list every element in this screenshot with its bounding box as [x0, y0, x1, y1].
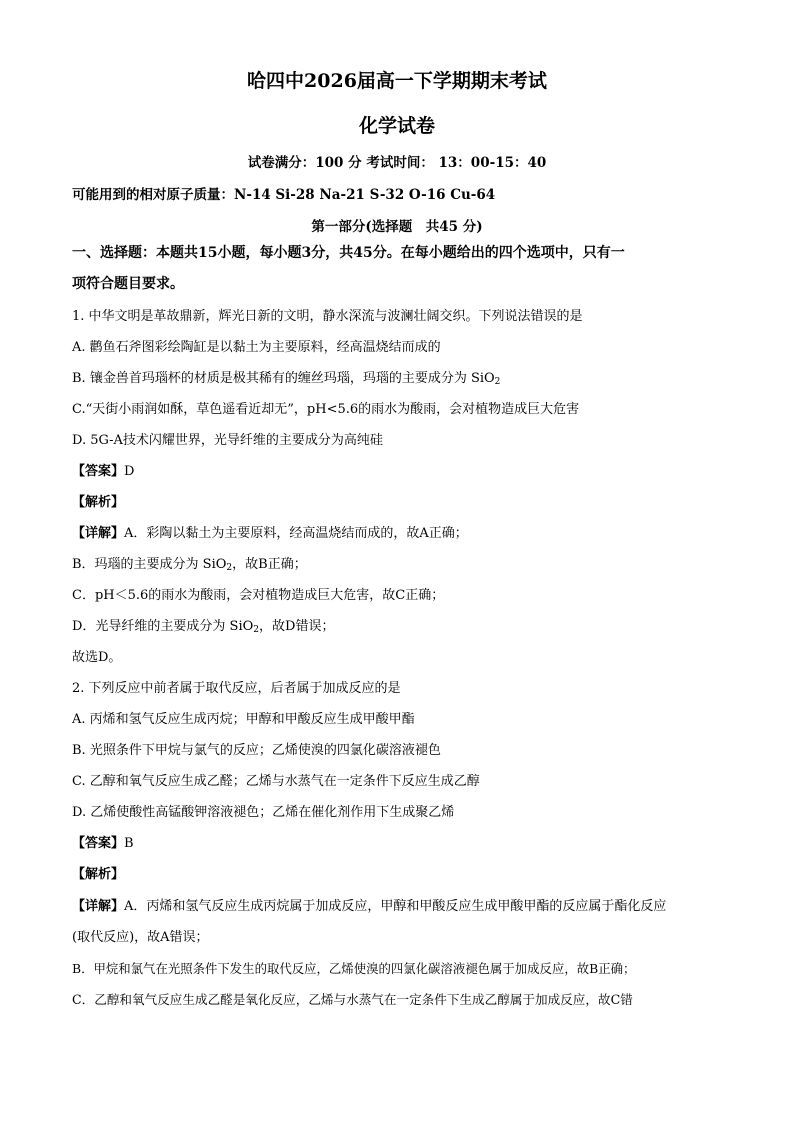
- q2-detail-a-line1: [72, 898, 722, 916]
- q1-detail-label: 【详解】: [72, 526, 125, 541]
- part-title: 第一部分(选择题 共45 分): [311, 219, 483, 235]
- q1-detail-d-pre: D．光导纤维的主要成分为 SiO: [72, 619, 254, 634]
- q1-detail-d-post: ，故D错误；: [259, 619, 335, 634]
- q1-detail-b-sub: 2: [226, 563, 233, 573]
- q1-option-a: A. 鹳鱼石斧图彩绘陶缸是以黏土为主要原料，经高温烧结而成的: [72, 340, 441, 355]
- q2-option-a: A. 丙烯和氢气反应生成丙烷；甲醇和甲酸反应生成甲酸甲酯: [72, 712, 415, 727]
- exam-title: 哈四中2026届高一下学期期末考试: [247, 70, 547, 92]
- q1-detail-b-post: ，故B正确；: [232, 557, 307, 572]
- q1-option-c: C.“天街小雨润如酥，草色遥看近却无”，pH<5.6的雨水为酸雨，会对植物造成巨大危害: [72, 402, 580, 417]
- q1-detail-a: [72, 525, 722, 543]
- q1-stem: 1. 中华文明是革故鼎新，辉光日新的文明，静水深流与波澜壮阔交织。下列说法错误的是: [72, 309, 583, 324]
- q1-option-b-sub: 2: [494, 377, 501, 387]
- q2-option-c: C. 乙醇和氧气反应生成乙醛；乙烯与水蒸气在一定条件下反应生成乙醇: [72, 774, 480, 789]
- q1-detail-b: [72, 556, 722, 577]
- q2-answer-label: 【答案】: [72, 836, 125, 851]
- q1-option-d: D. 5G-A技术闪耀世界，光导纤维的主要成分为高纯硅: [72, 433, 383, 448]
- q2-analysis: [72, 866, 722, 884]
- subject-title: 化学试卷: [358, 115, 435, 137]
- q1-conclusion: 故选D。: [72, 650, 122, 665]
- exam-info: 试卷满分：100 分 考试时间： 13：00-15：40: [247, 155, 547, 171]
- q2-option-b: B. 光照条件下甲烷与氯气的反应；乙烯使溴的四氯化碳溶液褪色: [72, 743, 441, 758]
- q2-detail-c: C．乙醇和氧气反应生成乙醛是氧化反应，乙烯与水蒸气在一定条件下生成乙醇属于加成反应，故C错: [72, 992, 633, 1007]
- q2-option-d: D. 乙烯使酸性高锰酸钾溶液褪色；乙烯在催化剂作用下生成聚乙烯: [72, 805, 455, 820]
- q1-answer-value: D: [124, 464, 135, 479]
- q1-option-b-text: B. 镶金兽首玛瑙杯的材质是极其稀有的缠丝玛瑙，玛瑙的主要成分为 SiO: [72, 371, 495, 386]
- q2-detail-a-text: A．丙烯和氢气反应生成丙烷属于加成反应，甲醇和甲酸反应生成甲酸甲酯的反应属于酯化反应: [124, 899, 667, 914]
- q2-detail-b: B．甲烷和氯气在光照条件下发生的取代反应，乙烯使溴的四氯化碳溶液褪色属于加成反应，故B正确；: [72, 961, 636, 976]
- q1-answer-label: 【答案】: [72, 464, 125, 479]
- q2-answer-value: B: [124, 836, 134, 851]
- q1-analysis: [72, 494, 722, 512]
- section-intro-line2: 项符合题目要求。: [72, 276, 184, 292]
- q1-detail-d-sub: 2: [253, 625, 260, 635]
- q1-option-b: [72, 370, 722, 391]
- q2-answer: [72, 835, 722, 853]
- section-intro-line1: 一、选择题：本题共15小题，每小题3分，共45分。在每小题给出的四个选项中，只有一: [72, 245, 625, 261]
- q1-detail-a-text: A．彩陶以黏土为主要原料，经高温烧结而成的，故A正确；: [124, 526, 468, 541]
- q2-detail-label: 【详解】: [72, 899, 125, 914]
- q1-detail-d: [72, 618, 722, 639]
- q1-detail-c: C．pH＜5.6的雨水为酸雨，会对植物造成巨大危害，故C正确；: [72, 588, 445, 603]
- q2-detail-a-line2: (取代反应)，故A错误；: [72, 930, 209, 945]
- q1-detail-b-pre: B．玛瑙的主要成分为 SiO: [72, 557, 227, 572]
- q2-analysis-label: 【解析】: [72, 867, 125, 882]
- q2-stem: 2. 下列反应中前者属于取代反应，后者属于加成反应的是: [72, 681, 401, 696]
- q1-answer: [72, 463, 722, 481]
- q1-analysis-label: 【解析】: [72, 495, 125, 510]
- atomic-masses: 可能用到的相对原子质量：N-14 Si-28 Na-21 S-32 O-16 Cu-64: [72, 187, 496, 203]
